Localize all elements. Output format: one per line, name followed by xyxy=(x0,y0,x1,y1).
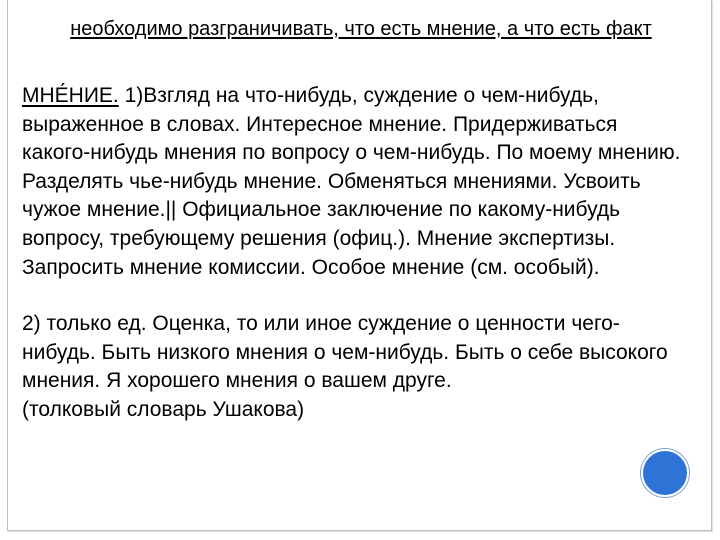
slide-body xyxy=(22,82,690,425)
definition-1-text: 1)Взгляд на что-нибудь, суждение о чем-нибудь, выраженное в словах. Интересное мнение. Придерживаться какого-нибудь мнения по вопросу о чем-нибудь. По моему мнению. Разделять чье-нибудь мнение. Обменяться мнениями. Усвоить чужое мнение.|| Официальное заключение по какому-нибудь вопросу, требующему решения (офиц.). Мнение экспертизы. Запросить мнение комиссии. Особое мнение (см. особый). xyxy=(22,84,681,279)
source-citation: (толковый словарь Ушакова) xyxy=(22,397,305,421)
definition-paragraph-2 xyxy=(22,310,690,424)
definition-2-text: 2) только ед. Оценка, то или иное суждение о ценности чего-нибудь. Быть низкого мнения о чем-нибудь. Быть о себе высокого мнения. Я хорошего мнения о вашем друге. xyxy=(22,312,668,393)
definition-paragraph-1 xyxy=(22,82,690,282)
decorative-circle-icon xyxy=(641,449,689,497)
term-heading: МНЕ́НИЕ. xyxy=(22,84,119,107)
slide-title: необходимо разграничивать, что есть мнение, а что есть факт xyxy=(70,18,652,40)
